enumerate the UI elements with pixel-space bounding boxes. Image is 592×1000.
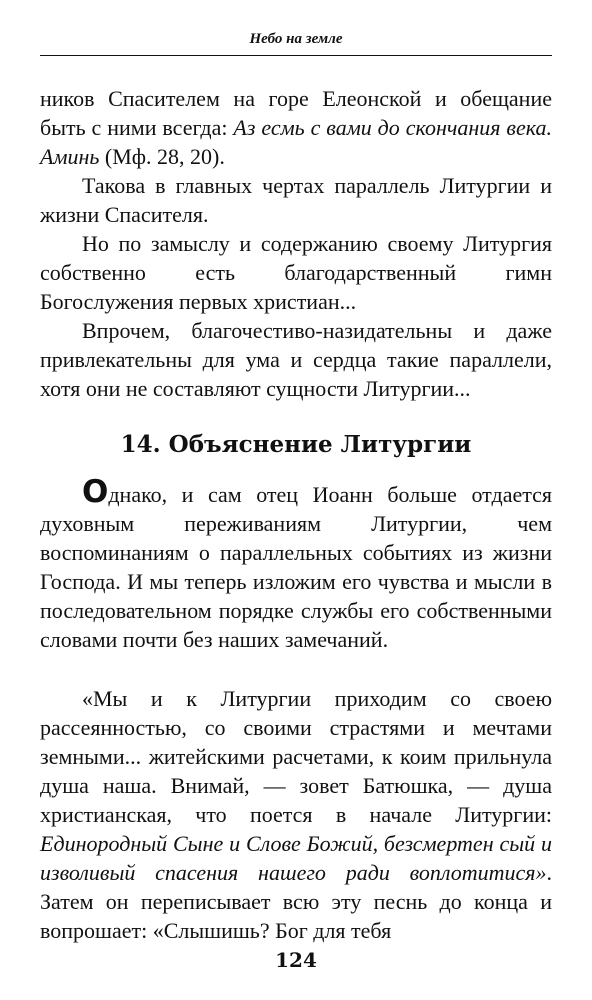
body-text <box>40 84 552 945</box>
page-number: 124 <box>275 948 317 972</box>
paragraph-4: Впрочем, благочестиво-назидательны и даже привлекательны для ума и сердца такие параллели, хотя они не составляют сущности Литургии... <box>40 318 552 401</box>
paragraph-1 <box>40 84 552 171</box>
paragraph-1-reference: (Мф. 28, 20). <box>99 144 225 169</box>
initial-letter: О <box>82 474 109 510</box>
section-title: 14. Объяснение Литургии <box>120 431 472 458</box>
paragraph-2: Такова в главных чертах параллель Литургии и жизни Спасителя. <box>40 173 552 227</box>
header-rule <box>40 55 552 56</box>
paragraph-6-continuation: . Затем он переписывает всю эту песнь до конца и вопрошает: «Слышишь? Бог для тебя <box>40 860 552 943</box>
paragraph-3: Но по замыслу и содержанию своему Литургия собственно есть благодарственный гимн Богослужения первых христиан... <box>40 231 552 314</box>
paragraph-1-text: ников Спасителем на горе Елеонской и обещание быть с ними всегда: <box>40 86 552 140</box>
paragraph-6-text: «Мы и к Литургии приходим со своею рассеянностью, со своими страстями и мечтами земными... житейскими расчетами, к коим прильнула душа наша. Внимай, — зовет Батюшка, — душа христианская, что поется в начале Литургии: <box>40 686 552 827</box>
paragraph-5-text: днако, и сам отец Иоанн больше отдается духовным переживаниям Литургии, чем воспоминаниям о параллельных событиях из жизни Господа. И мы теперь изложим его чувства и мысли в последовательном порядке службы его собственными словами почти без наших замечаний. <box>40 482 552 652</box>
running-title: Небо на земле <box>249 31 343 47</box>
paragraph-6 <box>40 684 552 945</box>
paragraph-5 <box>40 474 552 654</box>
paragraph-1-quote: Аз есмь с вами до скончания века. Аминь <box>40 115 552 169</box>
paragraph-6-quote: Единородный Сыне и Слове Божий, безсмертен сый и изволивый спасения нашего ради воплотитися» <box>40 831 552 885</box>
